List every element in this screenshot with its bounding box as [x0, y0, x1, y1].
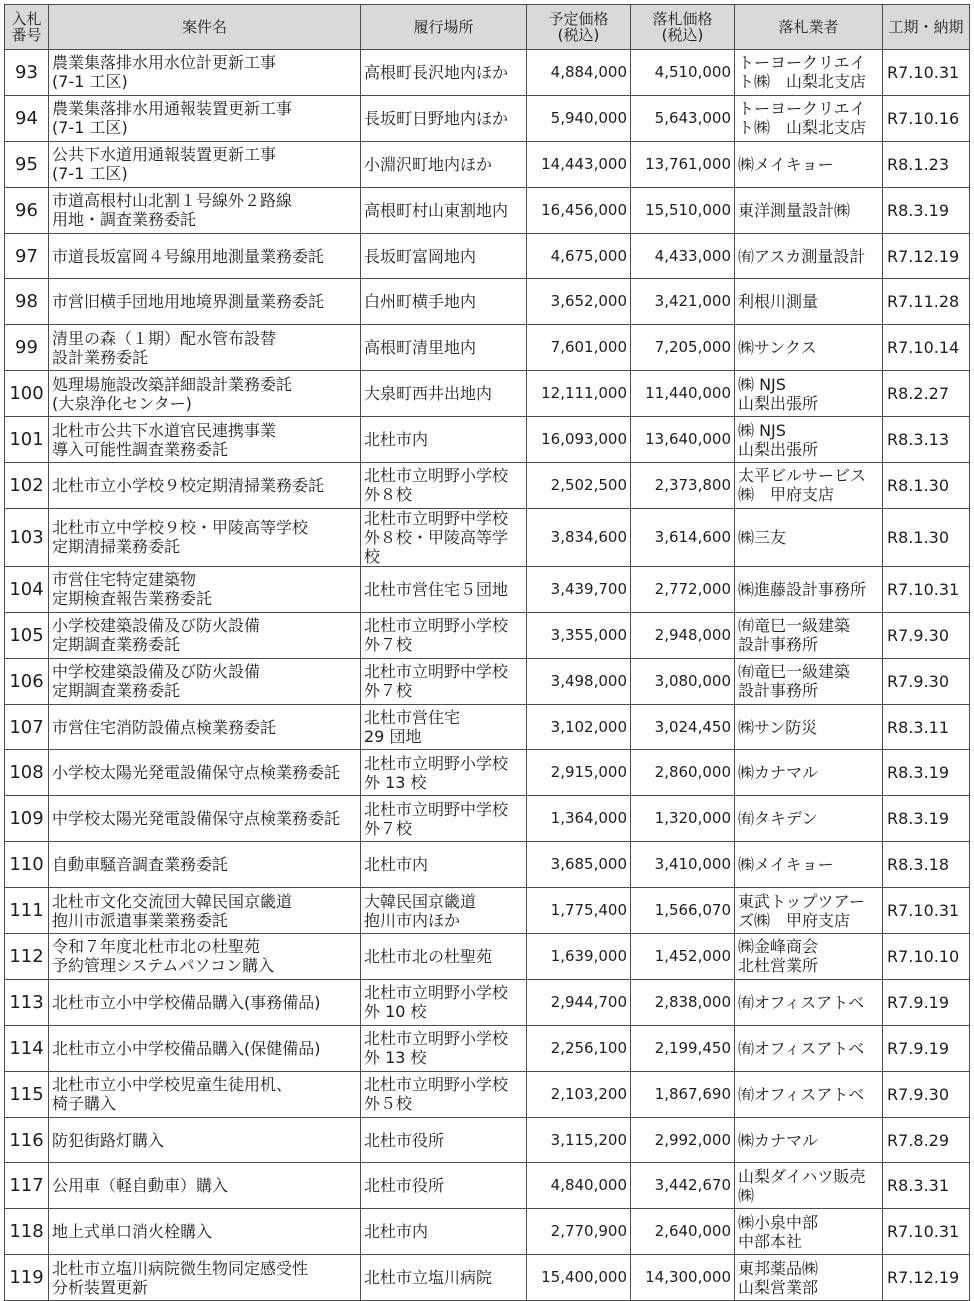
cell-term: R7.10.31: [883, 888, 970, 934]
cell-winning-bidder: 東邦薬品㈱ 山梨営業部: [735, 1255, 883, 1301]
cell-bid-number: 106: [5, 658, 49, 704]
cell-bid-number: 118: [5, 1209, 49, 1255]
table-row: [5, 566, 970, 612]
cell-project-name: 小学校建築設備及び防火設備 定期調査業務委託: [49, 612, 361, 658]
cell-winning-bidder: ㈱メイキョー: [735, 842, 883, 888]
cell-estimated-price: 15,400,000: [527, 1255, 631, 1301]
cell-winning-bid: 3,024,450: [631, 704, 735, 750]
cell-winning-bid: 5,643,000: [631, 95, 735, 141]
cell-project-name: 市営住宅消防設備点検業務委託: [49, 704, 361, 750]
cell-estimated-price: 4,884,000: [527, 50, 631, 96]
cell-winning-bidder: ㈱三友: [735, 508, 883, 566]
cell-project-name: 北杜市立塩川病院微生物同定感受性 分析装置更新: [49, 1255, 361, 1301]
table-row: [5, 325, 970, 371]
cell-project-name: 北杜市公共下水道官民連携事業 導入可能性調査業務委託: [49, 417, 361, 463]
cell-location: 北杜市営住宅 29 団地: [361, 704, 527, 750]
cell-winning-bidder: 東武トップツアー ズ㈱ 甲府支店: [735, 888, 883, 934]
header-bid-number: 入札 番号: [5, 5, 49, 50]
cell-location: 大韓民国京畿道 抱川市内ほか: [361, 888, 527, 934]
cell-estimated-price: 3,115,200: [527, 1117, 631, 1163]
cell-project-name: 公用車（軽自動車）購入: [49, 1163, 361, 1209]
cell-location: 北杜市立明野小学校 外５校: [361, 1071, 527, 1117]
cell-location: 北杜市立明野小学校 外 10 校: [361, 979, 527, 1025]
table-row: [5, 1025, 970, 1071]
cell-winning-bidder: ㈱カナマル: [735, 750, 883, 796]
cell-project-name: 北杜市文化交流団大韓民国京畿道 抱川市派遣事業業務委託: [49, 888, 361, 934]
cell-bid-number: 110: [5, 842, 49, 888]
cell-location: 長坂町富岡地内: [361, 233, 527, 279]
cell-winning-bidder: ㈱ NJS 山梨出張所: [735, 417, 883, 463]
cell-estimated-price: 16,456,000: [527, 187, 631, 233]
cell-location: 北杜市立塩川病院: [361, 1255, 527, 1301]
cell-term: R8.2.27: [883, 371, 970, 417]
cell-location: 北杜市役所: [361, 1117, 527, 1163]
cell-project-name: 市営旧横手団地用地境界測量業務委託: [49, 279, 361, 325]
cell-term: R7.10.31: [883, 50, 970, 96]
table-row: [5, 371, 970, 417]
header-project-name: 案件名: [49, 5, 361, 50]
cell-winning-bid: 13,640,000: [631, 417, 735, 463]
cell-term: R8.1.30: [883, 463, 970, 509]
cell-location: 北杜市立明野小学校 外 13 校: [361, 1025, 527, 1071]
cell-winning-bid: 3,442,670: [631, 1163, 735, 1209]
cell-estimated-price: 3,834,600: [527, 508, 631, 566]
cell-term: R8.3.11: [883, 704, 970, 750]
cell-location: 北杜市立明野中学校 外７校: [361, 796, 527, 842]
cell-location: 北杜市内: [361, 417, 527, 463]
cell-winning-bidder: 東洋測量設計㈱: [735, 187, 883, 233]
cell-winning-bid: 3,421,000: [631, 279, 735, 325]
cell-term: R7.12.19: [883, 233, 970, 279]
table-row: [5, 95, 970, 141]
cell-location: 長坂町日野地内ほか: [361, 95, 527, 141]
cell-bid-number: 116: [5, 1117, 49, 1163]
cell-winning-bidder: 利根川測量: [735, 279, 883, 325]
cell-term: R8.1.23: [883, 141, 970, 187]
cell-winning-bid: 2,992,000: [631, 1117, 735, 1163]
cell-winning-bid: 15,510,000: [631, 187, 735, 233]
cell-project-name: 令和７年度北杜市北の杜聖苑 予約管理システムパソコン購入: [49, 934, 361, 980]
cell-estimated-price: 3,498,000: [527, 658, 631, 704]
cell-project-name: 北杜市立小中学校備品購入(保健備品): [49, 1025, 361, 1071]
cell-winning-bid: 4,433,000: [631, 233, 735, 279]
cell-estimated-price: 2,502,500: [527, 463, 631, 509]
header-row: [5, 5, 970, 50]
cell-location: 高根町長沢地内ほか: [361, 50, 527, 96]
cell-project-name: 農業集落排水用通報装置更新工事 (7-1 工区): [49, 95, 361, 141]
cell-term: R7.9.19: [883, 1025, 970, 1071]
cell-estimated-price: 2,103,200: [527, 1071, 631, 1117]
table-row: [5, 463, 970, 509]
table-row: [5, 842, 970, 888]
cell-location: 北杜市立明野小学校 外７校: [361, 612, 527, 658]
cell-bid-number: 109: [5, 796, 49, 842]
table-row: [5, 508, 970, 566]
cell-winning-bidder: ㈲オフィスアトベ: [735, 979, 883, 1025]
cell-term: R7.10.10: [883, 934, 970, 980]
cell-location: 北杜市役所: [361, 1163, 527, 1209]
cell-location: 高根町村山東割地内: [361, 187, 527, 233]
cell-project-name: 防犯街路灯購入: [49, 1117, 361, 1163]
cell-estimated-price: 12,111,000: [527, 371, 631, 417]
cell-winning-bidder: ㈱小泉中部 中部本社: [735, 1209, 883, 1255]
cell-bid-number: 100: [5, 371, 49, 417]
cell-bid-number: 112: [5, 934, 49, 980]
cell-bid-number: 111: [5, 888, 49, 934]
cell-term: R8.3.19: [883, 750, 970, 796]
cell-winning-bid: 2,640,000: [631, 1209, 735, 1255]
table-header: [5, 5, 970, 50]
cell-bid-number: 115: [5, 1071, 49, 1117]
cell-winning-bid: 13,761,000: [631, 141, 735, 187]
cell-location: 小淵沢町地内ほか: [361, 141, 527, 187]
cell-winning-bidder: ㈲アスカ測量設計: [735, 233, 883, 279]
cell-project-name: 北杜市立中学校９校・甲陵高等学校 定期清掃業務委託: [49, 508, 361, 566]
cell-winning-bidder: ㈱ NJS 山梨出張所: [735, 371, 883, 417]
cell-project-name: 市道高根村山北割１号線外２路線 用地・調査業務委託: [49, 187, 361, 233]
cell-winning-bid: 7,205,000: [631, 325, 735, 371]
cell-term: R7.9.30: [883, 658, 970, 704]
table-row: [5, 979, 970, 1025]
cell-winning-bid: 1,867,690: [631, 1071, 735, 1117]
cell-winning-bidder: ㈲竜巳一級建築 設計事務所: [735, 612, 883, 658]
cell-estimated-price: 3,102,000: [527, 704, 631, 750]
cell-winning-bid: 1,452,000: [631, 934, 735, 980]
cell-estimated-price: 1,364,000: [527, 796, 631, 842]
cell-estimated-price: 2,944,700: [527, 979, 631, 1025]
cell-term: R7.11.28: [883, 279, 970, 325]
cell-estimated-price: 7,601,000: [527, 325, 631, 371]
header-location: 履行場所: [361, 5, 527, 50]
cell-bid-number: 119: [5, 1255, 49, 1301]
table-row: [5, 888, 970, 934]
table-body: [5, 50, 970, 1301]
cell-project-name: 清里の森（１期）配水管布設替 設計業務委託: [49, 325, 361, 371]
cell-winning-bid: 4,510,000: [631, 50, 735, 96]
cell-estimated-price: 5,940,000: [527, 95, 631, 141]
header-winning-bidder: 落札業者: [735, 5, 883, 50]
header-estimated-price: 予定価格 (税込): [527, 5, 631, 50]
cell-location: 北杜市立明野中学校 外７校: [361, 658, 527, 704]
cell-location: 北杜市立明野小学校 外８校: [361, 463, 527, 509]
cell-project-name: 公共下水道用通報装置更新工事 (7-1 工区): [49, 141, 361, 187]
cell-bid-number: 96: [5, 187, 49, 233]
table-row: [5, 141, 970, 187]
cell-winning-bid: 1,320,000: [631, 796, 735, 842]
cell-bid-number: 98: [5, 279, 49, 325]
cell-project-name: 北杜市立小中学校児童生徒用机、 椅子購入: [49, 1071, 361, 1117]
table-row: [5, 934, 970, 980]
cell-project-name: 農業集落排水用水位計更新工事 (7-1 工区): [49, 50, 361, 96]
cell-project-name: 小学校太陽光発電設備保守点検業務委託: [49, 750, 361, 796]
cell-winning-bidder: ㈲オフィスアトベ: [735, 1071, 883, 1117]
cell-bid-number: 101: [5, 417, 49, 463]
cell-estimated-price: 1,775,400: [527, 888, 631, 934]
cell-bid-number: 108: [5, 750, 49, 796]
cell-winning-bidder: ㈲タキデン: [735, 796, 883, 842]
table-row: [5, 1163, 970, 1209]
cell-location: 北杜市北の杜聖苑: [361, 934, 527, 980]
cell-term: R8.1.30: [883, 508, 970, 566]
cell-location: 北杜市内: [361, 1209, 527, 1255]
cell-project-name: 北杜市立小学校９校定期清掃業務委託: [49, 463, 361, 509]
cell-estimated-price: 14,443,000: [527, 141, 631, 187]
cell-winning-bidder: ㈲竜巳一級建築 設計事務所: [735, 658, 883, 704]
cell-winning-bid: 2,838,000: [631, 979, 735, 1025]
cell-term: R7.8.29: [883, 1117, 970, 1163]
cell-winning-bid: 14,300,000: [631, 1255, 735, 1301]
cell-winning-bid: 1,566,070: [631, 888, 735, 934]
cell-winning-bidder: ㈱進藤設計事務所: [735, 566, 883, 612]
cell-bid-number: 107: [5, 704, 49, 750]
cell-term: R7.10.31: [883, 566, 970, 612]
cell-location: 北杜市内: [361, 842, 527, 888]
cell-winning-bidder: トーヨークリエイ ト㈱ 山梨北支店: [735, 50, 883, 96]
cell-term: R7.9.19: [883, 979, 970, 1025]
cell-winning-bid: 3,080,000: [631, 658, 735, 704]
table-row: [5, 658, 970, 704]
cell-location: 高根町清里地内: [361, 325, 527, 371]
cell-term: R7.12.19: [883, 1255, 970, 1301]
cell-winning-bid: 2,948,000: [631, 612, 735, 658]
cell-location: 北杜市立明野中学校 外８校・甲陵高等学校: [361, 508, 527, 566]
table-row: [5, 233, 970, 279]
table-row: [5, 612, 970, 658]
header-term: 工期・納期: [883, 5, 970, 50]
cell-estimated-price: 3,355,000: [527, 612, 631, 658]
cell-project-name: 北杜市立小中学校備品購入(事務備品): [49, 979, 361, 1025]
cell-estimated-price: 4,840,000: [527, 1163, 631, 1209]
cell-winning-bid: 2,199,450: [631, 1025, 735, 1071]
cell-project-name: 中学校建築設備及び防火設備 定期調査業務委託: [49, 658, 361, 704]
header-winning-bid: 落札価格 (税込): [631, 5, 735, 50]
cell-bid-number: 95: [5, 141, 49, 187]
table-row: [5, 1117, 970, 1163]
cell-term: R7.10.31: [883, 1209, 970, 1255]
cell-bid-number: 99: [5, 325, 49, 371]
cell-bid-number: 104: [5, 566, 49, 612]
cell-bid-number: 94: [5, 95, 49, 141]
bid-results-page: [4, 4, 970, 1301]
cell-bid-number: 105: [5, 612, 49, 658]
cell-winning-bidder: ㈱カナマル: [735, 1117, 883, 1163]
bid-results-table: [4, 4, 970, 1301]
cell-term: R7.10.14: [883, 325, 970, 371]
table-row: [5, 50, 970, 96]
cell-estimated-price: 3,652,000: [527, 279, 631, 325]
cell-project-name: 自動車騒音調査業務委託: [49, 842, 361, 888]
table-row: [5, 1209, 970, 1255]
table-row: [5, 750, 970, 796]
cell-bid-number: 102: [5, 463, 49, 509]
cell-estimated-price: 4,675,000: [527, 233, 631, 279]
cell-project-name: 中学校太陽光発電設備保守点検業務委託: [49, 796, 361, 842]
cell-winning-bidder: 山梨ダイハツ販売㈱: [735, 1163, 883, 1209]
cell-winning-bidder: ㈱サンクス: [735, 325, 883, 371]
cell-winning-bid: 2,373,800: [631, 463, 735, 509]
cell-term: R8.3.31: [883, 1163, 970, 1209]
cell-estimated-price: 3,685,000: [527, 842, 631, 888]
cell-location: 大泉町西井出地内: [361, 371, 527, 417]
cell-winning-bid: 11,440,000: [631, 371, 735, 417]
cell-term: R8.3.18: [883, 842, 970, 888]
cell-term: R7.9.30: [883, 1071, 970, 1117]
cell-term: R7.9.30: [883, 612, 970, 658]
cell-winning-bid: 2,860,000: [631, 750, 735, 796]
cell-estimated-price: 1,639,000: [527, 934, 631, 980]
cell-estimated-price: 2,256,100: [527, 1025, 631, 1071]
table-row: [5, 796, 970, 842]
cell-location: 北杜市営住宅５団地: [361, 566, 527, 612]
table-row: [5, 187, 970, 233]
cell-winning-bid: 2,772,000: [631, 566, 735, 612]
cell-bid-number: 114: [5, 1025, 49, 1071]
table-row: [5, 279, 970, 325]
cell-project-name: 地上式単口消火栓購入: [49, 1209, 361, 1255]
cell-project-name: 市営住宅特定建築物 定期検査報告業務委託: [49, 566, 361, 612]
cell-estimated-price: 3,439,700: [527, 566, 631, 612]
cell-location: 白州町横手地内: [361, 279, 527, 325]
cell-estimated-price: 2,915,000: [527, 750, 631, 796]
table-row: [5, 704, 970, 750]
cell-location: 北杜市立明野小学校 外 13 校: [361, 750, 527, 796]
cell-bid-number: 117: [5, 1163, 49, 1209]
cell-winning-bidder: ㈱サン防災: [735, 704, 883, 750]
cell-bid-number: 103: [5, 508, 49, 566]
cell-term: R7.10.16: [883, 95, 970, 141]
cell-term: R8.3.13: [883, 417, 970, 463]
cell-project-name: 市道長坂富岡４号線用地測量業務委託: [49, 233, 361, 279]
cell-winning-bidder: 太平ビルサービス ㈱ 甲府支店: [735, 463, 883, 509]
cell-project-name: 処理場施設改築詳細設計業務委託 (大泉浄化センター): [49, 371, 361, 417]
cell-winning-bid: 3,410,000: [631, 842, 735, 888]
table-row: [5, 417, 970, 463]
cell-bid-number: 113: [5, 979, 49, 1025]
cell-estimated-price: 16,093,000: [527, 417, 631, 463]
cell-bid-number: 93: [5, 50, 49, 96]
table-row: [5, 1071, 970, 1117]
cell-winning-bidder: ㈱メイキョー: [735, 141, 883, 187]
cell-bid-number: 97: [5, 233, 49, 279]
cell-winning-bidder: ㈱金峰商会 北杜営業所: [735, 934, 883, 980]
cell-winning-bid: 3,614,600: [631, 508, 735, 566]
table-row: [5, 1255, 970, 1301]
cell-winning-bidder: ㈲オフィスアトベ: [735, 1025, 883, 1071]
cell-estimated-price: 2,770,900: [527, 1209, 631, 1255]
cell-term: R8.3.19: [883, 796, 970, 842]
cell-term: R8.3.19: [883, 187, 970, 233]
cell-winning-bidder: トーヨークリエイ ト㈱ 山梨北支店: [735, 95, 883, 141]
